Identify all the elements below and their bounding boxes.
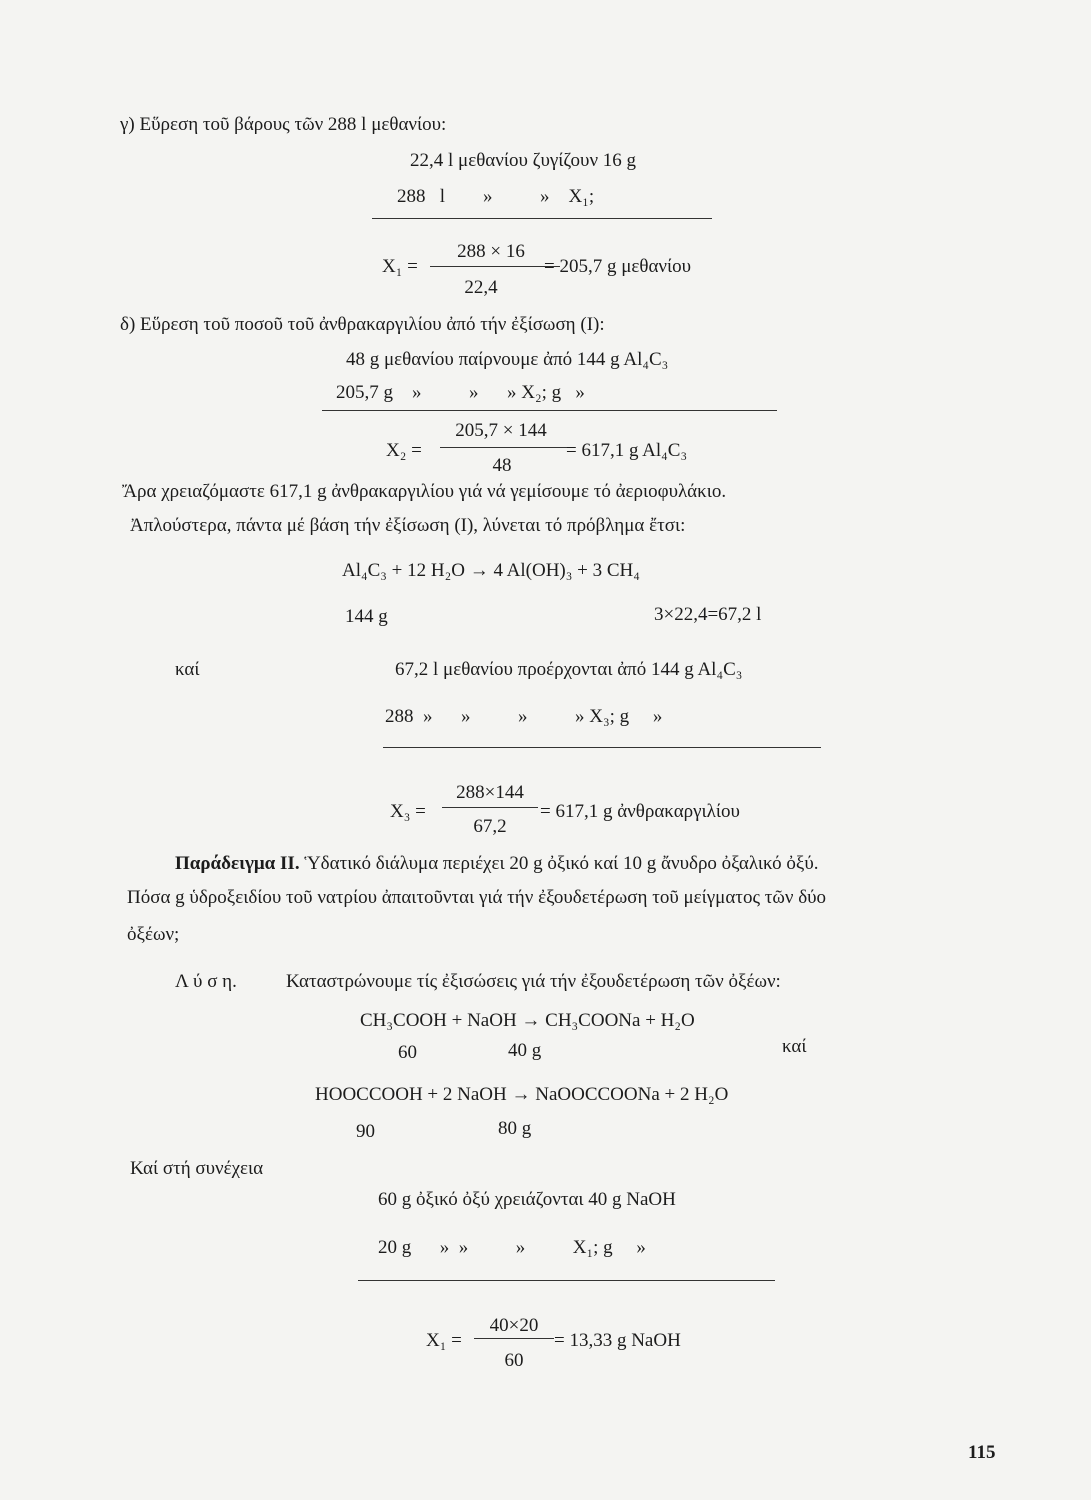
- formula-g-fraction-bar: [430, 266, 560, 267]
- example-line1: [175, 853, 819, 875]
- formula3-result: = 617,1 g ἀνθρακαργιλίου: [540, 801, 740, 822]
- solution-text: Καταστρώνουμε τίς ἐξισώσεις γιά τήν ἐξουδετέρωση τῶν ὀξέων:: [286, 971, 781, 992]
- reaction3-amount-a: 90: [356, 1121, 375, 1142]
- formula4-denominator: 60: [504, 1350, 524, 1371]
- proportion4-rule: [358, 1280, 775, 1281]
- proportion3-line1: 67,2 l μεθανίου προέρχονται ἀπό 144 g Al₄C₃: [395, 659, 743, 680]
- section-g-heading: γ) Εὕρεση τοῦ βάρους τῶν 288 l μεθανίου:: [120, 114, 447, 135]
- proportion4-line1: 60 g ὀξικό ὀξύ χρειάζονται 40 g NaOH: [378, 1189, 676, 1210]
- formula4-lhs: X₁ =: [426, 1330, 462, 1351]
- example-text2: Πόσα g ὑδροξειδίου τοῦ νατρίου ἀπαιτοῦνται γιά τήν ἐξουδετέρωση τοῦ μείγματος τῶν δύο: [127, 887, 827, 908]
- formula4-result: = 13,33 g NaOH: [554, 1330, 681, 1351]
- formula3-numerator: 288×144: [456, 782, 524, 803]
- reaction3-equation: HOOCCOOH + 2 NaOH → NaOOCCOONa + 2 H₂O: [315, 1084, 729, 1105]
- proportion-d-line2: 205,7 g » » » X₂; g »: [336, 382, 585, 403]
- kai-label: καί: [175, 659, 200, 680]
- reaction1-left-amount: 144 g: [345, 606, 388, 627]
- reaction2-kai: καί: [782, 1036, 807, 1057]
- reaction3-amount-b: 80 g: [498, 1118, 532, 1139]
- proportion4-line2: 20 g » » » X₁; g »: [378, 1237, 646, 1258]
- formula3-denominator: 67,2: [473, 816, 507, 837]
- proportion3-line2: 288 » » » » X₃; g »: [385, 706, 663, 727]
- reaction1-right-amount: 3×22,4=67,2 l: [654, 604, 762, 625]
- reaction2-amount-b: 40 g: [508, 1040, 542, 1061]
- proportion-g-line1: 22,4 l μεθανίου ζυγίζουν 16 g: [410, 150, 637, 171]
- proportion3-rule: [383, 747, 821, 748]
- reaction2-equation: CH₃COOH + NaOH → CH₃COONa + H₂O: [360, 1010, 695, 1031]
- formula-g-lhs: X₁ =: [382, 256, 418, 277]
- formula-g-denominator: 22,4: [464, 277, 498, 298]
- conclusion-text: Ἄρα χρειαζόμαστε 617,1 g ἀνθρακαργιλίου γιά νά γεμίσουμε τό ἀεριοφυλάκιο.: [122, 481, 727, 502]
- proportion-d-rule: [322, 410, 777, 411]
- formula4-numerator: 40×20: [489, 1315, 539, 1336]
- example-text3: ὀξέων;: [127, 924, 180, 945]
- formula-g-result: = 205,7 g μεθανίου: [544, 256, 692, 277]
- formula3-fraction-bar: [442, 807, 538, 808]
- formula3-lhs: X₃ =: [390, 801, 426, 822]
- formula-d-result: = 617,1 g Al₄C₃: [566, 440, 688, 461]
- page-number: 115: [968, 1442, 996, 1463]
- reaction1-equation: Al₄C₃ + 12 H₂O → 4 Al(OH)₃ + 3 CH₄: [342, 560, 640, 581]
- simpler-method-text: Ἀπλούστερα, πάντα μέ βάση τήν ἐξίσωση (I), λύνεται τό πρόβλημα ἔτσι:: [130, 515, 686, 536]
- formula-d-fraction-bar: [440, 447, 568, 448]
- proportion-g-line2: 288 l » » X₁;: [397, 186, 595, 207]
- formula-d-denominator: 48: [492, 455, 512, 476]
- proportion-d-line1: 48 g μεθανίου παίρνουμε ἀπό 144 g Al₄C₃: [346, 349, 669, 370]
- formula-g-numerator: 288 × 16: [457, 241, 525, 262]
- example-text1: Ὑδατικό διάλυμα περιέχει 20 g ὀξικό καί 10 g ἄνυδρο ὀξαλικό ὀξύ.: [299, 853, 819, 874]
- formula4-fraction-bar: [474, 1338, 554, 1339]
- solution-label: Λ ύ σ η.: [175, 971, 237, 992]
- example-label: Παράδειγμα II.: [175, 853, 300, 874]
- section-d-heading: δ) Εὕρεση τοῦ ποσοῦ τοῦ ἀνθρακαργιλίου ἀπό τήν ἐξίσωση (I):: [120, 314, 605, 335]
- formula-d-lhs: X₂ =: [386, 440, 422, 461]
- continuation-text: Καί στή συνέχεια: [130, 1158, 264, 1179]
- proportion-g-rule: [372, 218, 712, 219]
- reaction2-amount-a: 60: [398, 1042, 417, 1063]
- formula-d-numerator: 205,7 × 144: [455, 420, 547, 441]
